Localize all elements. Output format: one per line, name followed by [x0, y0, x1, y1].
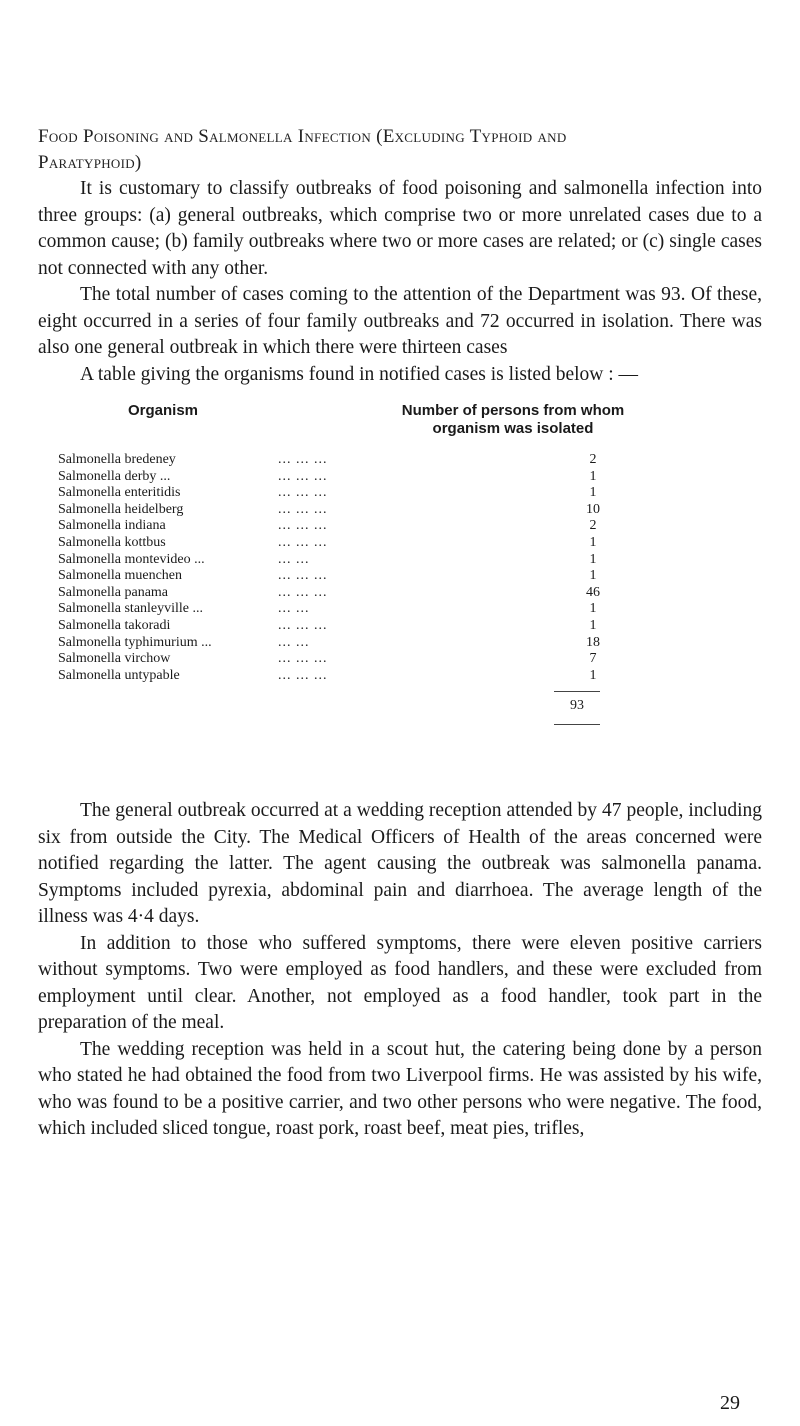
organism-name: Salmonella virchow: [58, 651, 171, 667]
total-rule-top: [554, 691, 600, 692]
organism-name: Salmonella enteritidis: [58, 485, 181, 501]
paragraph-table-intro: A table giving the organisms found in notified cases is listed below : —: [80, 363, 639, 385]
page-number: 29: [720, 1392, 740, 1414]
isolation-count: 46: [586, 584, 600, 600]
organism-name: Salmonella untypable: [58, 667, 180, 683]
isolation-count: 1: [589, 667, 597, 683]
column-header-number-line-1: Number of persons from whom: [401, 402, 625, 419]
isolation-count: 2: [589, 518, 597, 534]
organism-name: Salmonella kottbus: [58, 534, 166, 550]
table-row: [58, 535, 618, 552]
isolation-count: 10: [586, 501, 600, 517]
paragraph-total-cases: The total number of cases coming to the attention of the Department was 93. Of these, eight occurred in a series of four family outbreaks and 72 occurred in isolation. There was also one general outbreak in which there were thirteen cases: [38, 284, 762, 358]
isolation-count: 1: [589, 485, 597, 501]
section-heading-line-1: Food Poisoning and Salmonella Infection (Excluding Typhoid and: [38, 126, 567, 147]
organism-name: Salmonella heidelberg: [58, 501, 184, 517]
isolation-count: 2: [589, 452, 597, 467]
organism-name: Salmonella typhimurium ...: [58, 634, 212, 650]
isolation-count: 1: [589, 601, 597, 617]
column-header-number-line-2: organism was isolated: [432, 420, 594, 437]
table-row: [58, 618, 618, 635]
isolation-count: 1: [589, 551, 597, 567]
isolation-count: 1: [589, 534, 597, 550]
organism-name: Salmonella takoradi: [58, 617, 171, 633]
table-row: [58, 651, 618, 668]
leader-dots: ... ... ...: [278, 651, 328, 667]
table-row: [58, 469, 618, 486]
total-rule-bottom: [554, 724, 600, 725]
leader-dots: ... ... ...: [278, 568, 328, 584]
leader-dots: ... ...: [278, 551, 310, 567]
column-header-number: [358, 402, 668, 438]
total-count: 93: [570, 698, 584, 713]
section-heading: [38, 124, 762, 176]
table-row: [58, 502, 618, 519]
paragraph-wedding-reception: The wedding reception was held in a scout hut, the catering being done by a person who stated he had obtained the food from two Liverpool firms. He was assisted by his wife, who was found to be a positive carrier, and two other persons who were negative. The food, which included sliced tongue, roast pork, roast beef, meat pies, trifles,: [38, 1038, 762, 1139]
organism-name: Salmonella indiana: [58, 518, 166, 534]
leader-dots: ... ... ...: [278, 667, 328, 683]
leader-dots: ... ... ...: [278, 534, 328, 550]
table-row: [58, 601, 618, 618]
paragraph-carriers: In addition to those who suffered symptoms, there were eleven positive carriers without symptoms. Two were employed as food handlers, and these were excluded from employment until clear. Another, not employed as a food handler, took part in the preparation of the meal.: [38, 932, 762, 1033]
organism-name: Salmonella stanleyville ...: [58, 601, 204, 617]
document-page: [38, 124, 762, 1143]
leader-dots: ... ... ...: [278, 485, 328, 501]
organism-name: Salmonella bredeney: [58, 452, 176, 467]
table-row: [58, 668, 618, 685]
leader-dots: ... ... ...: [278, 518, 328, 534]
leader-dots: ... ... ...: [278, 617, 328, 633]
organism-name: Salmonella derby ...: [58, 468, 171, 484]
organism-name: Salmonella montevideo ...: [58, 551, 205, 567]
organism-table: [38, 402, 762, 798]
table-row: [58, 518, 618, 535]
table-body: [58, 452, 618, 684]
paragraph-general-outbreak: The general outbreak occurred at a wedding reception attended by 47 people, including six from outside the City. The Medical Officers of Health of the areas concerned were notified regarding the latter. The agent causing the outbreak was salmonella panama. Symptoms included pyrexia, abdominal pain and diarrhoea. The average length of the illness was 4·4 days.: [38, 800, 762, 927]
table-row: [58, 485, 618, 502]
leader-dots: ... ...: [278, 634, 310, 650]
organism-name: Salmonella panama: [58, 584, 169, 600]
table-row: [58, 585, 618, 602]
paragraph-classification: It is customary to classify outbreaks of food poisoning and salmonella infection into three groups: (a) general outbreaks, which comprise two or more unrelated cases due to a common cause; (b) family outbreaks where two or more cases are related; or (c) single cases not connected with any other.: [38, 178, 762, 279]
organism-name: Salmonella muenchen: [58, 568, 183, 584]
leader-dots: ... ... ...: [278, 501, 328, 517]
leader-dots: ... ... ...: [278, 584, 328, 600]
isolation-count: 1: [589, 617, 597, 633]
isolation-count: 7: [589, 651, 597, 667]
isolation-count: 1: [589, 468, 597, 484]
leader-dots: ... ... ...: [278, 452, 328, 467]
table-row: [58, 452, 618, 469]
column-header-organism: Organism: [128, 402, 199, 419]
section-heading-line-2: Paratyphoid): [38, 152, 142, 173]
leader-dots: ... ...: [278, 601, 310, 617]
isolation-count: 1: [589, 568, 597, 584]
table-row: [58, 635, 618, 652]
table-row: [58, 568, 618, 585]
leader-dots: ... ... ...: [278, 468, 328, 484]
table-row: [58, 552, 618, 569]
isolation-count: 18: [586, 634, 600, 650]
